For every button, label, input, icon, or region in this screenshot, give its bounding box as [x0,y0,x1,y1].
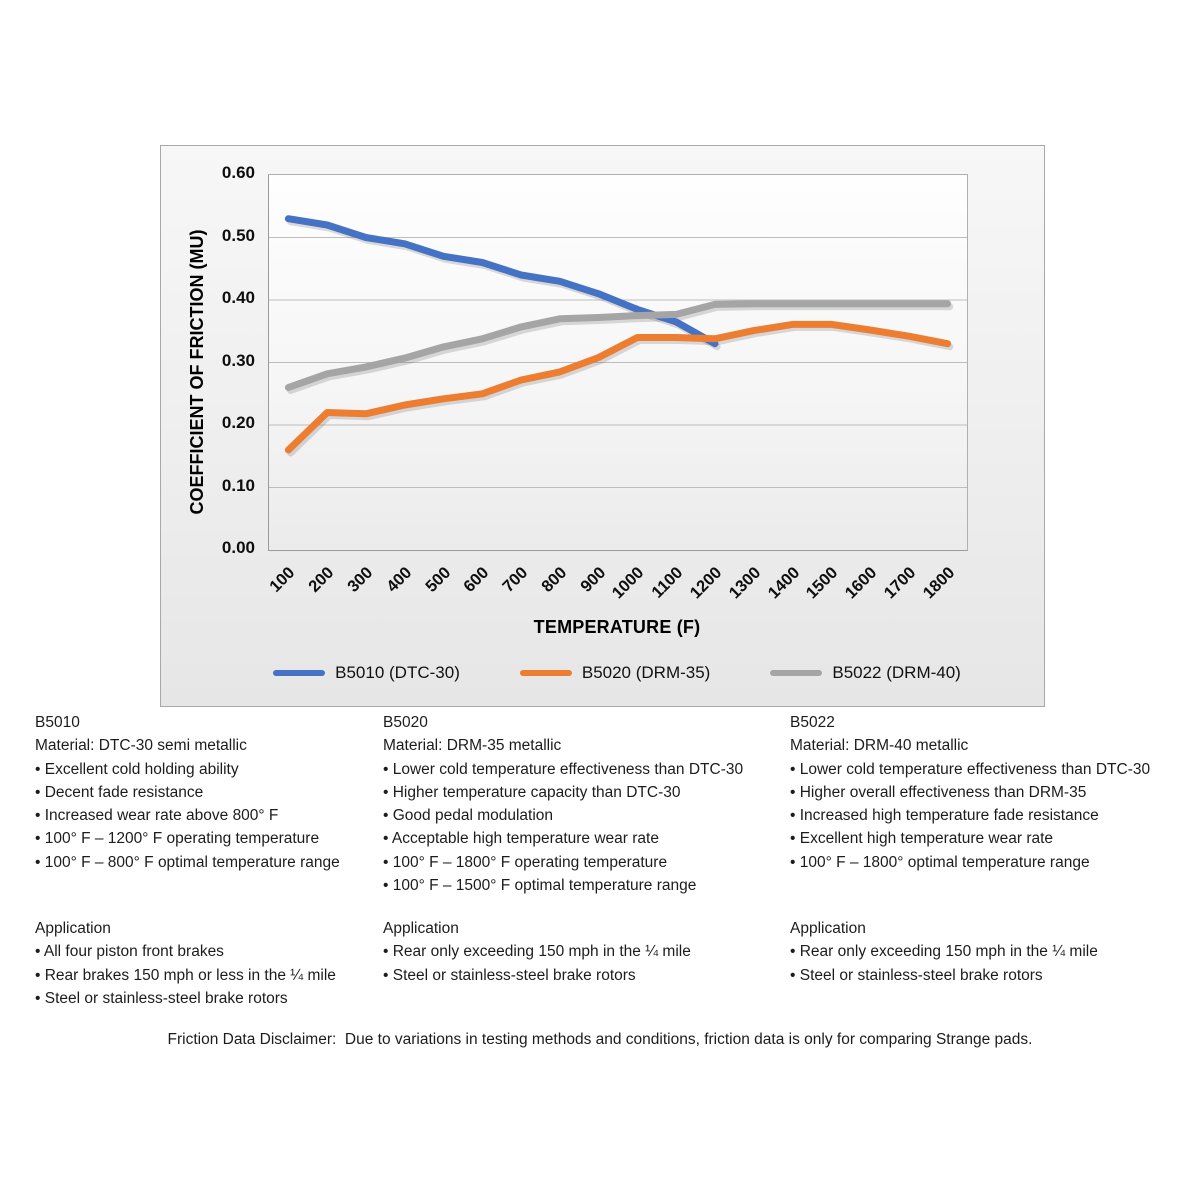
legend-line-swatch [520,670,572,676]
x-tick-label: 1500 [802,563,842,603]
bullet-line: • 100° F – 1800° optimal temperature range [790,853,1090,871]
bullet-line: • Rear brakes 150 mph or less in the ¼ mile [35,966,336,984]
bullet-line: • Decent fade resistance [35,783,204,801]
bullet-line: • 100° F – 800° F optimal temperature range [35,853,340,871]
bullet-line: • Steel or stainless-steel brake rotors [790,966,1043,984]
x-tick-label: 1000 [609,563,648,603]
friction-chart-panel [160,145,1045,707]
application-heading: Application [383,920,459,937]
x-tick-label: 1300 [725,563,765,603]
bullet-line: • 100° F – 1500° F optimal temperature range [383,877,697,895]
bullet-line: • Acceptable high temperature wear rate [383,830,659,848]
legend-label: B5010 (DTC-30) [335,663,460,682]
application-b5010 [35,917,380,1010]
y-tick-label: 0.60 [221,163,255,182]
bullet-line: • 100° F – 1800° F operating temperature [383,853,668,871]
x-tick-label: 100 [266,563,299,596]
application-heading: Application [790,920,866,937]
line-chart-svg [269,175,967,550]
x-tick-label: 1400 [764,563,803,603]
legend-item [770,663,961,683]
legend-label: B5022 (DRM-40) [832,663,961,682]
pad-feature-list [790,758,1185,874]
pad-material: Material: DTC-30 semi metallic [35,737,247,755]
pad-id: B5010 [35,714,80,731]
bullet-line: • Increased high temperature fade resistance [790,807,1099,825]
plot-area [268,174,968,551]
legend-line-swatch [273,670,325,676]
x-tick-label: 800 [537,563,571,596]
x-tick-label: 500 [421,563,454,596]
bullet-line: • Excellent high temperature wear rate [790,830,1054,848]
application-b5022 [790,917,1185,987]
legend-item [520,663,711,683]
application-list [790,940,1185,987]
x-tick-label: 200 [305,563,338,596]
x-axis-tick-labels [268,549,966,619]
x-tick-label: 900 [576,563,609,596]
application-heading: Application [35,920,111,937]
x-tick-label: 1800 [919,563,958,603]
application-list [383,940,778,987]
x-tick-label: 700 [499,563,532,596]
bullet-line: • Excellent cold holding ability [35,760,239,778]
bullet-line: • Increased wear rate above 800° F [35,807,279,825]
y-tick-label: 0.20 [221,413,255,432]
x-tick-label: 1600 [841,563,881,603]
legend-label: B5020 (DRM-35) [581,663,711,682]
disclaimer-text: Friction Data Disclaimer: Due to variations in testing methods and conditions, friction data is only for comparing Strange pads. [167,1031,1033,1048]
bullet-line: • Steel or stainless-steel brake rotors [383,966,636,984]
bullet-line: • Rear only exceeding 150 mph in the ¼ mile [383,943,691,961]
x-tick-label: 1700 [880,563,920,603]
bullet-line: • Higher temperature capacity than DTC-30 [383,783,681,801]
pad-material: Material: DRM-40 metallic [790,737,969,755]
bullet-line: • Good pedal modulation [383,807,554,825]
chart-legend [268,659,966,687]
legend-item [273,663,460,683]
pad-feature-list [35,758,380,874]
pad-material: Material: DRM-35 metallic [383,737,562,755]
bullet-line: • Lower cold temperature effectiveness than DTC-30 [383,760,744,778]
bullet-line: • Rear only exceeding 150 mph in the ¼ mile [790,943,1098,961]
x-axis-title: TEMPERATURE (F) [533,617,701,637]
x-tick-label: 600 [460,563,493,596]
pad-feature-list [383,758,778,898]
bullet-line: • Higher overall effectiveness than DRM-35 [790,783,1087,801]
bullet-line: • Lower cold temperature effectiveness than DTC-30 [790,760,1151,778]
y-tick-label: 0.30 [221,350,255,370]
bullet-line: • All four piston front brakes [35,943,224,961]
y-tick-label: 0.50 [221,225,255,245]
y-tick-label: 0.40 [221,288,255,307]
pad-spec-b5022 [790,711,1185,874]
application-list [35,940,380,1010]
pad-spec-b5010 [35,711,380,874]
pad-id: B5020 [383,714,428,731]
legend-line-swatch [770,670,822,676]
y-axis-tick-labels [191,163,255,557]
x-tick-label: 1200 [686,563,726,603]
y-axis-title: COEFFICIENT OF FRICTION (MU) [187,229,207,515]
x-tick-label: 400 [382,563,416,596]
bullet-line: • 100° F – 1200° F operating temperature [35,830,320,848]
bullet-line: • Steel or stainless-steel brake rotors [35,989,288,1007]
application-b5020 [383,917,778,987]
y-tick-label: 0.00 [221,538,255,557]
x-tick-label: 300 [344,563,377,596]
pad-spec-b5020 [383,711,778,897]
pad-id: B5022 [790,714,835,731]
x-tick-label: 1100 [648,563,687,602]
y-tick-label: 0.10 [221,475,255,495]
